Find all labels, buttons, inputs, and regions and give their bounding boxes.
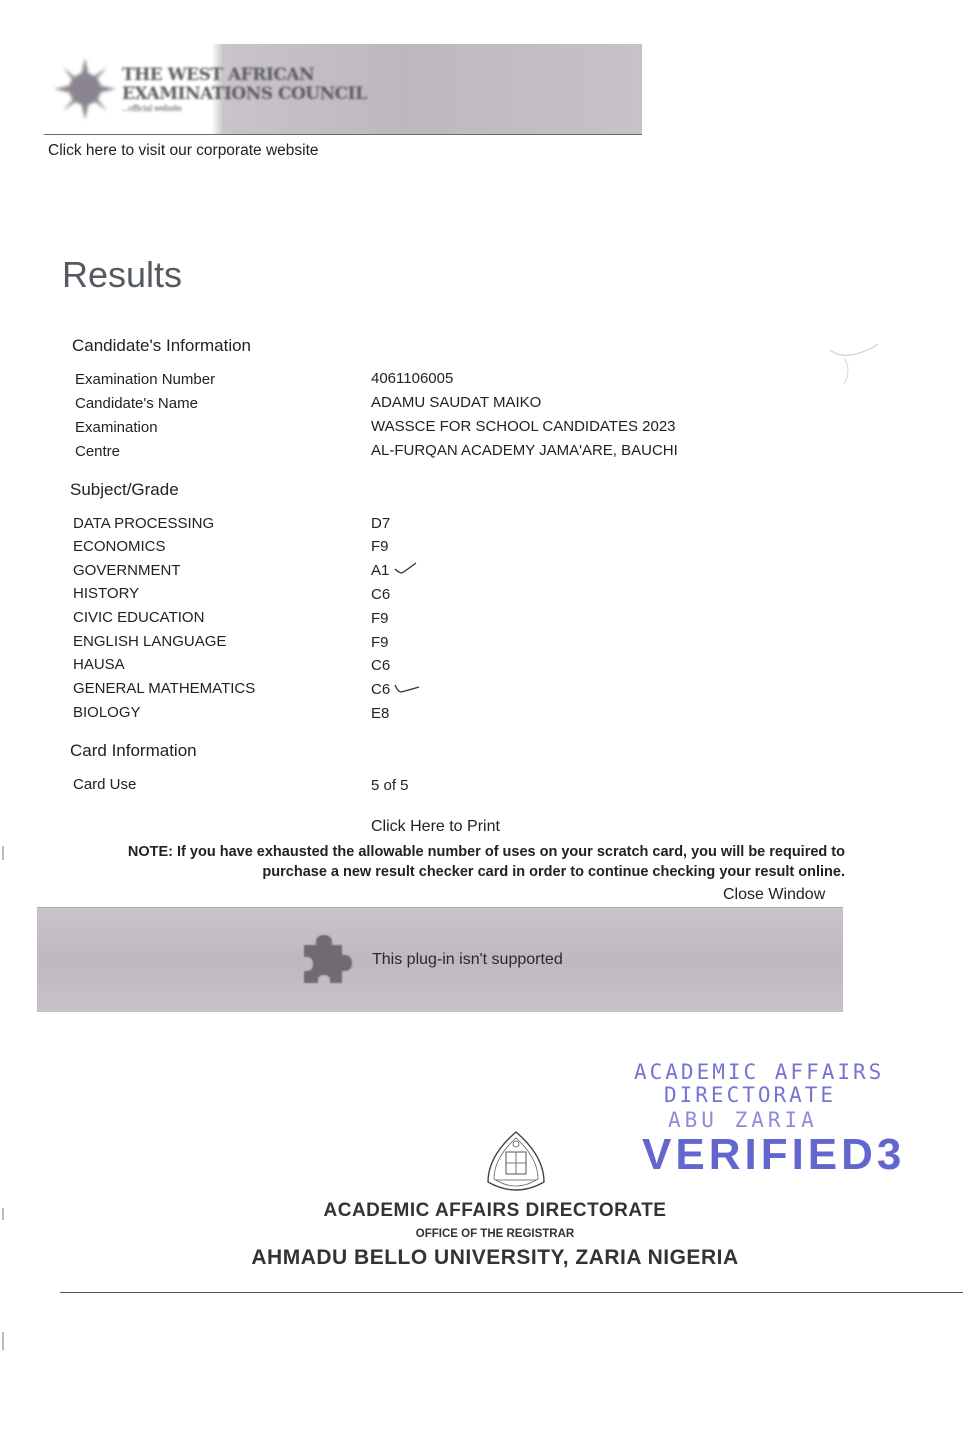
subject-name: HISTORY xyxy=(73,585,140,602)
footer-university: AHMADU BELLO UNIVERSITY, ZARIA NIGERIA xyxy=(251,1246,739,1269)
exam-number-label: Examination Number xyxy=(75,371,216,388)
subject-grade: F9 xyxy=(371,538,389,555)
subject-name: HAUSA xyxy=(73,656,125,673)
subject-grade: F9 xyxy=(371,634,389,651)
footer-divider xyxy=(60,1292,963,1293)
scan-edge-mark xyxy=(2,1208,4,1220)
candidate-info-heading: Candidate's Information xyxy=(72,336,252,355)
centre-value: AL-FURQAN ACADEMY JAMA'ARE, BAUCHI xyxy=(371,442,678,459)
subject-name: CIVIC EDUCATION xyxy=(73,609,205,626)
puzzle-piece-icon xyxy=(298,931,354,987)
print-link[interactable]: Click Here to Print xyxy=(371,818,500,835)
stamp-line-3: ABU ZARIA xyxy=(668,1108,818,1132)
subject-name: ENGLISH LANGUAGE xyxy=(73,633,227,650)
footer-office: OFFICE OF THE REGISTRAR xyxy=(415,1228,575,1240)
footer-directorate: ACADEMIC AFFAIRS DIRECTORATE xyxy=(323,1200,667,1221)
corporate-website-link[interactable]: Click here to visit our corporate website xyxy=(48,142,319,159)
logo-line-1: THE WEST AFRICAN xyxy=(122,65,315,85)
subject-grade: E8 xyxy=(371,705,390,722)
subject-grade: C6 xyxy=(371,657,391,674)
subject-name: DATA PROCESSING xyxy=(73,515,215,532)
note-label: NOTE: xyxy=(127,844,173,860)
centre-label: Centre xyxy=(75,443,121,460)
examination-label: Examination xyxy=(75,419,158,436)
subject-name: ECONOMICS xyxy=(73,538,166,555)
note-text: If you have exhausted the allowable number of uses on your scratch card, you will be required to purchase a new result checker card in order to continue checking your result online. xyxy=(177,844,845,880)
close-window-link[interactable]: Close Window xyxy=(723,886,826,903)
subject-grade-heading: Subject/Grade xyxy=(70,480,179,499)
stamp-verified: VERIFIED3 xyxy=(642,1130,906,1179)
examination-value: WASSCE FOR SCHOOL CANDIDATES 2023 xyxy=(371,418,676,435)
plugin-message: This plug-in isn't supported xyxy=(372,951,563,968)
faint-pen-mark-icon xyxy=(826,340,882,388)
card-use-label: Card Use xyxy=(73,776,137,793)
waec-logo-icon xyxy=(52,56,118,122)
handwritten-tick-icon xyxy=(394,682,420,696)
candidate-name-value: ADAMU SAUDAT MAIKO xyxy=(371,394,542,411)
scan-edge-mark xyxy=(2,846,4,860)
subject-grade: C6 xyxy=(371,586,391,603)
subject-grade: D7 xyxy=(371,515,391,532)
handwritten-tick-icon xyxy=(394,561,418,577)
university-seal-icon xyxy=(480,1126,552,1192)
exam-number-value: 4061106005 xyxy=(371,370,454,387)
stamp-line-2: DIRECTORATE xyxy=(664,1083,837,1107)
card-use-value: 5 of 5 xyxy=(371,777,409,794)
subject-name: GOVERNMENT xyxy=(73,562,181,579)
page-title: Results xyxy=(62,254,183,295)
subject-grade: F9 xyxy=(371,610,389,627)
card-info-heading: Card Information xyxy=(70,741,197,760)
candidate-name-label: Candidate's Name xyxy=(75,395,198,412)
exhausted-card-note xyxy=(90,842,845,882)
logo-line-2: EXAMINATIONS COUNCIL xyxy=(122,84,367,104)
subject-grade: A1 xyxy=(371,562,390,579)
subject-name: GENERAL MATHEMATICS xyxy=(73,680,256,697)
subject-grade: C6 xyxy=(371,681,391,698)
scan-edge-mark xyxy=(2,1332,4,1350)
stamp-line-1: ACADEMIC AFFAIRS xyxy=(634,1060,885,1084)
subject-name: BIOLOGY xyxy=(73,704,141,721)
waec-logo-text xyxy=(122,65,367,120)
logo-tagline: ...official website xyxy=(122,104,182,113)
